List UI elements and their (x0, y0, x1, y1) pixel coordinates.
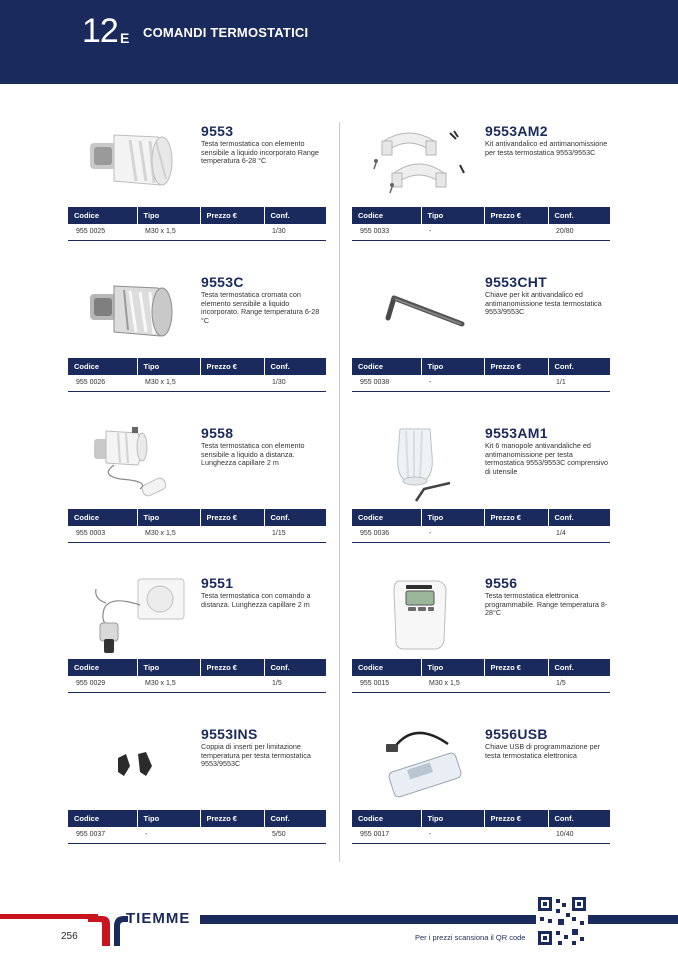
product-table (352, 659, 610, 693)
header-price: Prezzo € (200, 659, 264, 676)
product-code: 9553C (201, 274, 244, 290)
product-card (352, 425, 610, 565)
remote-control-head-image (80, 575, 190, 657)
table-row (352, 224, 610, 240)
remote-sensor-head-image (80, 425, 190, 507)
header-code: Codice (352, 358, 421, 375)
cell-code: 955 0037 (68, 827, 137, 843)
cell-type: M30 x 1,5 (137, 224, 200, 240)
cell-conf: 5/50 (264, 827, 326, 843)
header-type: Tipo (137, 659, 200, 676)
product-description: Testa termostatica con elemento sensibile a liquido incorporato Range temperatura 6-28 °C (201, 139, 319, 166)
table-header-row (352, 659, 610, 676)
header-conf: Conf. (548, 509, 610, 526)
header-price: Prezzo € (200, 207, 264, 224)
cell-type: M30 x 1,5 (421, 676, 484, 692)
product-table (352, 207, 610, 241)
thermostatic-head-image (80, 123, 190, 205)
electronic-thermostat-image (364, 575, 474, 657)
header-conf: Conf. (264, 659, 326, 676)
product-description: Testa termostatica elettronica programmabile. Range temperatura 8-28°C (485, 591, 608, 618)
table-header-row (68, 358, 326, 375)
table-header-row (68, 659, 326, 676)
cell-conf: 1/1 (548, 375, 610, 391)
cell-code: 955 0038 (352, 375, 421, 391)
table-header-row (352, 810, 610, 827)
product-table (68, 810, 326, 844)
product-table (352, 358, 610, 392)
header-type: Tipo (137, 509, 200, 526)
table-row (68, 827, 326, 843)
table-header-row (68, 207, 326, 224)
product-card (352, 274, 610, 414)
cell-conf: 1/15 (264, 526, 326, 542)
product-code: 9556USB (485, 726, 548, 742)
header-conf: Conf. (548, 659, 610, 676)
cell-price (200, 827, 264, 843)
product-description: Testa termostatica con elemento sensibile a liquido a distanza. Lunghezza capillare 2 m (201, 441, 305, 468)
cell-code: 955 0015 (352, 676, 421, 692)
header-code: Codice (68, 659, 137, 676)
table-row (352, 676, 610, 692)
header-type: Tipo (137, 810, 200, 827)
header-conf: Conf. (548, 207, 610, 224)
product-table (68, 207, 326, 241)
cell-conf: 1/5 (264, 676, 326, 692)
product-description: Coppia di inserti per limitazione temperatura per testa termostatica 9553/9553C (201, 742, 311, 769)
product-description: Testa termostatica con comando a distanza. Lunghezza capillare 2 m (201, 591, 311, 609)
allen-key-image (364, 274, 474, 356)
header-code: Codice (68, 358, 137, 375)
product-code: 9558 (201, 425, 234, 441)
header-price: Prezzo € (484, 659, 548, 676)
chapter-letter: E (120, 30, 130, 46)
header-conf: Conf. (548, 810, 610, 827)
header-code: Codice (352, 509, 421, 526)
cell-conf: 1/5 (548, 676, 610, 692)
header-conf: Conf. (264, 509, 326, 526)
product-code: 9556 (485, 575, 518, 591)
antivandal-kit-image (364, 123, 474, 205)
product-code: 9553 (201, 123, 234, 139)
cell-price (484, 224, 548, 240)
cell-code: 955 0033 (352, 224, 421, 240)
product-code: 9553AM2 (485, 123, 548, 139)
product-code: 9553CHT (485, 274, 548, 290)
cell-price (484, 827, 548, 843)
product-card (352, 123, 610, 263)
temperature-inserts-image (80, 726, 190, 808)
cell-code: 955 0026 (68, 375, 137, 391)
cell-conf: 10/40 (548, 827, 610, 843)
column-divider (339, 122, 340, 862)
header-code: Codice (68, 810, 137, 827)
chrome-thermostatic-head-image (80, 274, 190, 356)
cell-type: M30 x 1,5 (137, 676, 200, 692)
footer-brand-mark (88, 914, 128, 946)
header-type: Tipo (421, 358, 484, 375)
table-row (68, 676, 326, 692)
cell-price (200, 375, 264, 391)
qr-code[interactable] (536, 895, 588, 947)
product-description: Chiave per kit antivandalico ed antimanomissione testa termostatica 9553/9553C (485, 290, 602, 317)
product-card (68, 726, 326, 866)
header-type: Tipo (137, 207, 200, 224)
table-row (352, 526, 610, 542)
cell-type: - (421, 526, 484, 542)
product-code: 9553AM1 (485, 425, 548, 441)
product-code: 9553INS (201, 726, 258, 742)
cell-code: 955 0036 (352, 526, 421, 542)
header-conf: Conf. (264, 358, 326, 375)
table-header-row (68, 810, 326, 827)
table-header-row (352, 509, 610, 526)
product-card (68, 425, 326, 565)
table-row (68, 375, 326, 391)
cell-code: 955 0025 (68, 224, 137, 240)
table-row (68, 224, 326, 240)
header-price: Prezzo € (484, 207, 548, 224)
cell-price (200, 676, 264, 692)
product-card (352, 575, 610, 715)
product-description: Chiave USB di programmazione per testa termostatica elettronica (485, 742, 601, 760)
header-type: Tipo (137, 358, 200, 375)
footer-blue-bar (200, 915, 678, 924)
product-description: Kit 6 manopole antivandaliche ed antimanomissione per testa termostatica 9553/9553C comprensivo di utensile (485, 441, 609, 476)
product-table (68, 659, 326, 693)
header-type: Tipo (421, 810, 484, 827)
cell-code: 955 0003 (68, 526, 137, 542)
header-code: Codice (68, 207, 137, 224)
header-type: Tipo (421, 509, 484, 526)
table-header-row (352, 207, 610, 224)
page-header (0, 0, 678, 84)
footer-red-bar (0, 914, 98, 919)
table-header-row (68, 509, 326, 526)
header-price: Prezzo € (484, 358, 548, 375)
header-type: Tipo (421, 207, 484, 224)
header-price: Prezzo € (484, 509, 548, 526)
cell-code: 955 0017 (352, 827, 421, 843)
cell-code: 955 0029 (68, 676, 137, 692)
header-code: Codice (352, 207, 421, 224)
usb-key-image (364, 726, 474, 808)
chapter-number: 12 (82, 12, 118, 50)
table-row (68, 526, 326, 542)
cell-conf: 1/4 (548, 526, 610, 542)
cell-type: M30 x 1,5 (137, 375, 200, 391)
header-price: Prezzo € (200, 509, 264, 526)
header-type: Tipo (421, 659, 484, 676)
product-table (352, 810, 610, 844)
cell-type: - (421, 827, 484, 843)
product-table (352, 509, 610, 543)
product-description: Testa termostatica cromata con elemento sensibile a liquido incorporato. Range temperatura 6-28 °C (201, 290, 320, 325)
cell-price (484, 676, 548, 692)
qr-caption: Per i prezzi scansiona il QR code (415, 933, 526, 942)
cell-type: M30 x 1,5 (137, 526, 200, 542)
table-row (352, 827, 610, 843)
product-card (68, 274, 326, 414)
header-conf: Conf. (264, 810, 326, 827)
header-price: Prezzo € (484, 810, 548, 827)
cell-conf: 1/30 (264, 224, 326, 240)
header-code: Codice (352, 659, 421, 676)
cell-price (200, 224, 264, 240)
table-row (352, 375, 610, 391)
page-number: 256 (61, 931, 78, 942)
cell-price (484, 375, 548, 391)
cell-conf: 20/80 (548, 224, 610, 240)
antivandal-knob-image (364, 425, 474, 507)
header-code: Codice (68, 509, 137, 526)
cell-price (484, 526, 548, 542)
product-card (68, 575, 326, 715)
chapter-title: COMANDI TERMOSTATICI (143, 25, 309, 40)
product-code: 9551 (201, 575, 234, 591)
header-price: Prezzo € (200, 810, 264, 827)
product-card (352, 726, 610, 866)
header-conf: Conf. (548, 358, 610, 375)
product-table (68, 509, 326, 543)
table-header-row (352, 358, 610, 375)
header-conf: Conf. (264, 207, 326, 224)
cell-price (200, 526, 264, 542)
cell-type: - (137, 827, 200, 843)
product-description: Kit antivandalico ed antimanomissione per testa termostatica 9553/9553C (485, 139, 608, 157)
product-table (68, 358, 326, 392)
cell-type: - (421, 224, 484, 240)
cell-type: - (421, 375, 484, 391)
product-card (68, 123, 326, 263)
header-code: Codice (352, 810, 421, 827)
cell-conf: 1/30 (264, 375, 326, 391)
header-price: Prezzo € (200, 358, 264, 375)
brand-logo-text: TIEMME (126, 910, 191, 927)
